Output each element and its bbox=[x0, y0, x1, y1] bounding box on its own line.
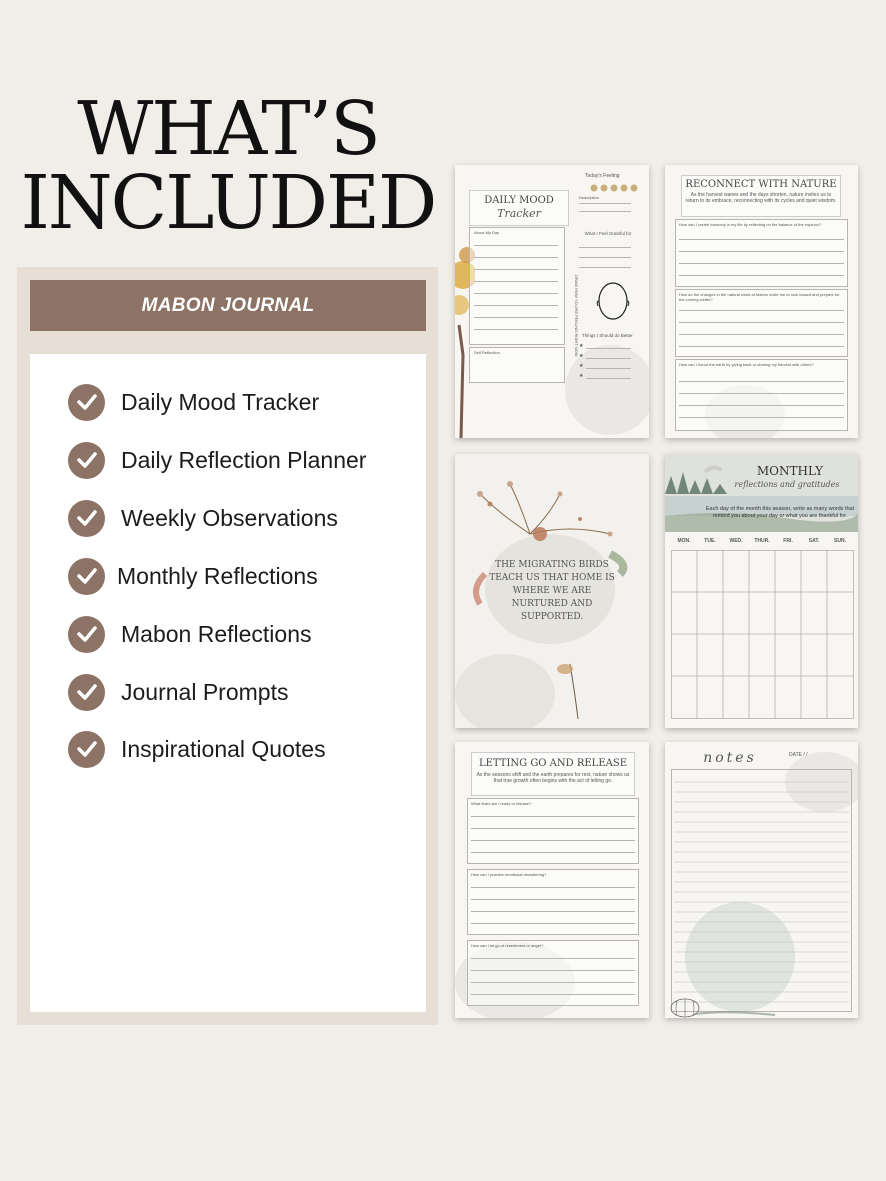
weekday-label: MON. bbox=[677, 538, 691, 544]
quote-text: THE MIGRATING BIRDS TEACH US THAT HOME IS WHERE WE ARE NURTURED AND SUPPORTED. bbox=[489, 560, 615, 622]
weekday-label: TUE. bbox=[704, 538, 716, 544]
feature-label: Journal Prompts bbox=[121, 678, 289, 705]
title-line-2: INCLUDED bbox=[20, 160, 436, 246]
better-line bbox=[586, 348, 631, 349]
title-line-1: WHAT’S bbox=[77, 86, 379, 172]
page-daily-mood bbox=[455, 165, 649, 438]
better-line bbox=[586, 358, 631, 359]
feature-item bbox=[68, 557, 318, 595]
grateful-line bbox=[579, 267, 631, 268]
question-box bbox=[467, 940, 639, 1006]
weekday-label: WED. bbox=[729, 538, 743, 544]
writing-line bbox=[474, 245, 558, 246]
weekday-label: THUR. bbox=[754, 538, 770, 544]
writing-line bbox=[471, 840, 635, 841]
nature-question-1: How can I create harmony in my life by reflecting on the balance of the equinox? bbox=[679, 222, 822, 227]
page-monthly bbox=[665, 454, 858, 728]
release-question-1: What fears am I ready to release? bbox=[471, 801, 532, 806]
feature-panel bbox=[17, 267, 438, 1025]
mood-emoji-icons bbox=[589, 183, 639, 193]
feeling-label: Today's Feeling bbox=[585, 173, 620, 179]
writing-line bbox=[679, 334, 844, 335]
page-notes bbox=[665, 742, 858, 1018]
weekday-label: FRI. bbox=[783, 538, 793, 544]
monthly-intro: Each day of the month this season, write as many words that remind you about your day or what you are thankful for. bbox=[705, 506, 855, 519]
writing-line bbox=[471, 982, 635, 983]
feature-label: Daily Mood Tracker bbox=[121, 388, 320, 415]
page-reconnect-nature bbox=[665, 165, 858, 438]
writing-line bbox=[679, 251, 844, 252]
writing-line bbox=[679, 310, 844, 311]
writing-line bbox=[679, 322, 844, 323]
notes-lines bbox=[674, 776, 849, 1008]
check-icon bbox=[68, 558, 105, 595]
check-icon bbox=[68, 674, 105, 711]
feature-label: Mabon Reflections bbox=[121, 620, 312, 647]
notes-title: notes bbox=[703, 750, 757, 766]
writing-line bbox=[679, 263, 844, 264]
feature-label: Inspirational Quotes bbox=[121, 735, 326, 762]
check-icon bbox=[68, 616, 105, 653]
writing-line bbox=[471, 994, 635, 995]
description-label: Description bbox=[579, 195, 600, 200]
writing-line bbox=[679, 393, 844, 394]
star-icon: ★ bbox=[579, 343, 584, 349]
feature-item bbox=[68, 615, 312, 653]
writing-line bbox=[679, 239, 844, 240]
writing-line bbox=[474, 329, 558, 330]
better-line bbox=[586, 368, 631, 369]
weekday-label: SAT. bbox=[808, 538, 820, 544]
page-letting-go bbox=[455, 742, 649, 1018]
question-box bbox=[675, 359, 848, 431]
star-icon: ★ bbox=[579, 363, 584, 369]
release-intro: As the seasons shift and the earth prepares for rest, nature shows us that true growth often begins with the act of letting go. bbox=[476, 772, 630, 784]
star-icon: ★ bbox=[579, 373, 584, 379]
nature-question-2: How do the changes in the natural world at Mabon invite me to look inward and prepare for the coming winter? bbox=[679, 292, 840, 302]
description-line bbox=[579, 203, 631, 204]
question-box bbox=[675, 219, 848, 287]
writing-line bbox=[471, 828, 635, 829]
notes-date: DATE / / bbox=[789, 752, 808, 758]
writing-line bbox=[474, 317, 558, 318]
writing-line bbox=[474, 293, 558, 294]
feature-item bbox=[68, 673, 288, 711]
mood-title: DAILY MOOD bbox=[484, 195, 554, 206]
weekday-label: SUN. bbox=[834, 538, 846, 544]
monthly-title: MONTHLY bbox=[756, 464, 824, 478]
release-title: LETTING GO AND RELEASE bbox=[478, 758, 627, 769]
grateful-line bbox=[579, 257, 631, 258]
self-reflection-label: Self Reflection bbox=[474, 350, 500, 355]
better-label: Things I Should do Better bbox=[582, 333, 633, 338]
writing-line bbox=[679, 381, 844, 382]
grateful-label: What I Feel Grateful for bbox=[584, 231, 632, 236]
writing-line bbox=[471, 958, 635, 959]
question-box bbox=[467, 798, 639, 864]
writing-line bbox=[474, 305, 558, 306]
description-line bbox=[579, 211, 631, 212]
star-icon: ★ bbox=[579, 353, 584, 359]
release-question-2: How can I practice emotional decluttering? bbox=[471, 872, 547, 877]
writing-line bbox=[679, 417, 844, 418]
about-label: About My Day bbox=[474, 230, 500, 235]
release-question-3: How can I let go of resentment or anger? bbox=[471, 943, 544, 948]
page-quote bbox=[455, 454, 649, 728]
feature-item bbox=[68, 441, 366, 479]
page-title bbox=[18, 86, 438, 246]
question-box bbox=[467, 869, 639, 935]
check-icon bbox=[68, 731, 105, 768]
mood-subtitle: Tracker bbox=[497, 207, 541, 220]
writing-line bbox=[679, 346, 844, 347]
check-icon bbox=[68, 500, 105, 537]
writing-line bbox=[471, 816, 635, 817]
nature-intro: As the harvest wanes and the days shorten, nature invites us to return to its embrace, reconnecting with its cycles and quiet wisdom. bbox=[685, 192, 837, 204]
feature-item bbox=[68, 730, 326, 768]
panel-header: MABON JOURNAL bbox=[30, 280, 426, 331]
pumpkin-illustration bbox=[665, 988, 785, 1018]
nature-title: RECONNECT WITH NATURE bbox=[685, 179, 837, 190]
writing-line bbox=[471, 911, 635, 912]
feature-label: Weekly Observations bbox=[121, 504, 338, 531]
writing-line bbox=[471, 899, 635, 900]
check-icon bbox=[68, 442, 105, 479]
writing-line bbox=[474, 269, 558, 270]
writing-line bbox=[679, 405, 844, 406]
writing-line bbox=[471, 923, 635, 924]
feature-label: Daily Reflection Planner bbox=[121, 446, 367, 473]
feature-list bbox=[30, 354, 426, 1012]
check-icon bbox=[68, 384, 105, 421]
better-line bbox=[586, 378, 631, 379]
feature-label: Monthly Reflections bbox=[117, 562, 318, 589]
monthly-subtitle: reflections and gratitudes bbox=[734, 480, 840, 489]
draw-label: DRAW HOW YOU'RE FEELING RIGHT NOW bbox=[574, 275, 579, 357]
feature-item bbox=[68, 383, 319, 421]
grateful-line bbox=[579, 247, 631, 248]
feature-item bbox=[68, 499, 338, 537]
writing-line bbox=[471, 852, 635, 853]
nature-question-3: How can I honor the earth by giving back or sharing my harvest with others? bbox=[679, 362, 814, 367]
writing-line bbox=[679, 275, 844, 276]
face-outline-icon bbox=[593, 277, 633, 327]
weekday-header bbox=[671, 538, 853, 544]
writing-line bbox=[474, 257, 558, 258]
writing-line bbox=[471, 970, 635, 971]
writing-line bbox=[471, 887, 635, 888]
writing-line bbox=[474, 281, 558, 282]
calendar-grid bbox=[671, 550, 854, 720]
